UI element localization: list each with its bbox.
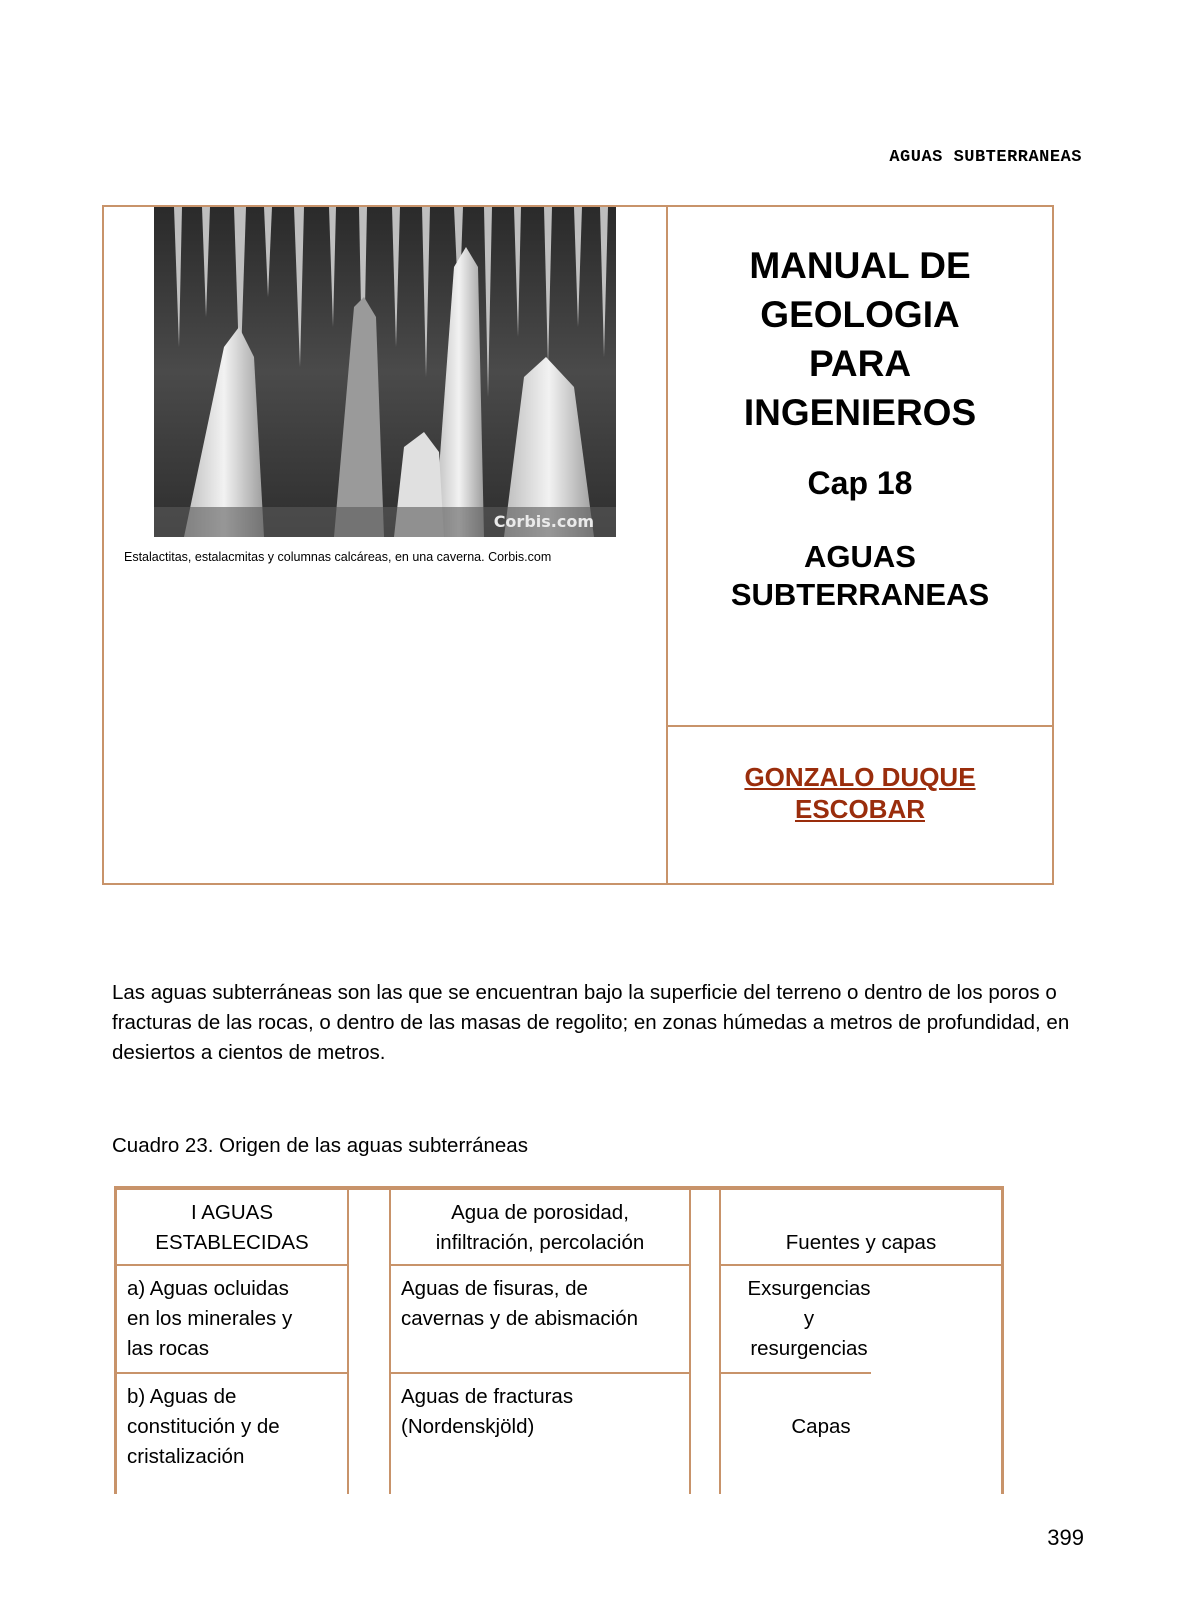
table-spacer-column bbox=[349, 1190, 391, 1494]
intro-paragraph: Las aguas subterráneas son las que se encuentran bajo la superficie del terreno o dentro de los poros o fracturas de las rocas, o dentro de las masas de regolito; en zonas húmedas a metros de profundidad, en desiertos a cientos de metros. bbox=[112, 981, 1070, 1064]
cave-photo bbox=[154, 207, 616, 537]
cover-title-panel bbox=[668, 207, 1052, 727]
page-number: 399 bbox=[1047, 1525, 1084, 1550]
cover-left-panel bbox=[104, 207, 668, 883]
table-cell: Aguas de fisuras, de cavernas y de abismación bbox=[391, 1266, 689, 1374]
table-cell: Aguas de fracturas (Nordenskjöld) bbox=[401, 1385, 574, 1438]
chapter-title bbox=[668, 538, 1052, 614]
author-line: ESCOBAR bbox=[794, 794, 925, 824]
table-cell: Agua de porosidad, infiltración, percolación bbox=[391, 1190, 689, 1266]
table-column bbox=[391, 1190, 691, 1494]
book-title bbox=[668, 241, 1052, 437]
chapter-number: Cap 18 bbox=[807, 465, 913, 501]
table-column bbox=[117, 1190, 349, 1494]
author-link[interactable] bbox=[744, 761, 975, 825]
photo-watermark: Corbis.com bbox=[493, 512, 594, 531]
table-cell: Capas bbox=[791, 1415, 851, 1438]
book-title-line: INGENIEROS bbox=[743, 392, 977, 433]
table-cell: a) Aguas ocluidas en los minerales y las rocas bbox=[117, 1266, 347, 1374]
running-header: AGUAS SUBTERRANEAS bbox=[889, 148, 1082, 167]
table-spacer-column bbox=[691, 1190, 721, 1494]
book-title-line: GEOLOGIA bbox=[760, 294, 960, 335]
book-title-line: PARA bbox=[808, 343, 912, 384]
table-cell: b) Aguas de constitución y de cristalización bbox=[127, 1385, 280, 1468]
photo-caption: Estalactitas, estalacmitas y columnas calcáreas, en una caverna. Corbis.com bbox=[124, 550, 552, 564]
chapter-title-line: SUBTERRANEAS bbox=[730, 577, 990, 612]
table-caption: Cuadro 23. Origen de las aguas subterráneas bbox=[112, 1134, 528, 1157]
origin-table bbox=[114, 1186, 1004, 1494]
table-column bbox=[721, 1190, 1001, 1494]
table-cell: Fuentes y capas bbox=[721, 1190, 1001, 1266]
table-cell: I AGUAS ESTABLECIDAS bbox=[117, 1190, 347, 1266]
book-title-line: MANUAL DE bbox=[749, 245, 971, 286]
table-cell: Exsurgencias y resurgencias bbox=[721, 1266, 871, 1374]
author-line: GONZALO DUQUE bbox=[744, 762, 976, 792]
cover-box bbox=[102, 205, 1054, 885]
cover-author-panel bbox=[668, 727, 1052, 883]
chapter-title-line: AGUAS bbox=[804, 539, 916, 574]
